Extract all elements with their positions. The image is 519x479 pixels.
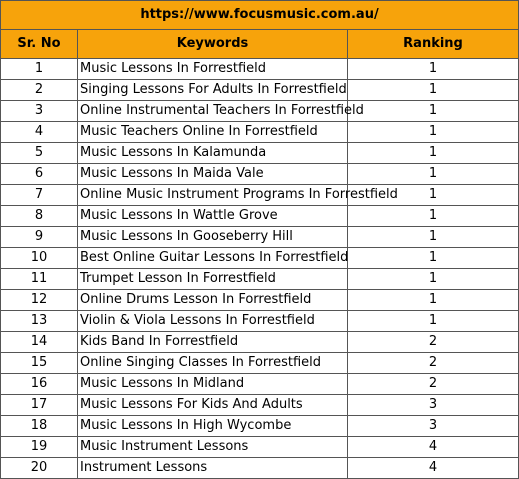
cell-keyword: Online Music Instrument Programs In Forrestfield [78,185,348,206]
table-row [1,185,519,206]
cell-ranking: 1 [348,101,519,122]
table-row [1,395,519,416]
cell-sr-no: 18 [1,416,78,437]
cell-keyword: Music Lessons In Kalamunda [78,143,348,164]
table-row [1,122,519,143]
cell-keyword: Music Lessons In Forrestfield [78,59,348,80]
cell-ranking: 1 [348,311,519,332]
cell-sr-no: 13 [1,311,78,332]
cell-ranking: 3 [348,416,519,437]
header-ranking: Ranking [348,30,519,59]
table-row [1,227,519,248]
table-row [1,437,519,458]
cell-keyword: Music Lessons In Maida Vale [78,164,348,185]
table-row [1,416,519,437]
cell-ranking: 1 [348,143,519,164]
cell-sr-no: 9 [1,227,78,248]
cell-sr-no: 16 [1,374,78,395]
cell-sr-no: 6 [1,164,78,185]
cell-sr-no: 11 [1,269,78,290]
cell-sr-no: 14 [1,332,78,353]
cell-ranking: 4 [348,458,519,479]
cell-ranking: 1 [348,59,519,80]
table-row [1,248,519,269]
cell-keyword: Best Online Guitar Lessons In Forrestfield [78,248,348,269]
cell-sr-no: 20 [1,458,78,479]
cell-keyword: Singing Lessons For Adults In Forrestfield [78,80,348,101]
cell-keyword: Violin & Viola Lessons In Forrestfield [78,311,348,332]
header-sr-no: Sr. No [1,30,78,59]
cell-ranking: 4 [348,437,519,458]
cell-sr-no: 8 [1,206,78,227]
cell-keyword: Online Instrumental Teachers In Forrestfield [78,101,348,122]
header-row [1,30,519,59]
cell-keyword: Trumpet Lesson In Forrestfield [78,269,348,290]
table-row [1,332,519,353]
cell-ranking: 3 [348,395,519,416]
cell-sr-no: 19 [1,437,78,458]
cell-sr-no: 4 [1,122,78,143]
cell-ranking: 1 [348,206,519,227]
cell-ranking: 1 [348,227,519,248]
cell-sr-no: 2 [1,80,78,101]
cell-ranking: 1 [348,80,519,101]
cell-keyword: Music Lessons In Wattle Grove [78,206,348,227]
table-row [1,143,519,164]
cell-sr-no: 1 [1,59,78,80]
table-row [1,374,519,395]
cell-sr-no: 5 [1,143,78,164]
cell-ranking: 1 [348,122,519,143]
cell-ranking: 1 [348,269,519,290]
table-row [1,311,519,332]
header-keywords: Keywords [78,30,348,59]
site-url: https://www.focusmusic.com.au/ [1,1,519,30]
table-row [1,458,519,479]
table-row [1,59,519,80]
cell-keyword: Music Instrument Lessons [78,437,348,458]
cell-ranking: 1 [348,164,519,185]
cell-ranking: 2 [348,374,519,395]
cell-keyword: Music Lessons In Gooseberry Hill [78,227,348,248]
table-row [1,290,519,311]
cell-keyword: Kids Band In Forrestfield [78,332,348,353]
cell-ranking: 2 [348,332,519,353]
table-row [1,101,519,122]
cell-sr-no: 12 [1,290,78,311]
table-row [1,80,519,101]
cell-ranking: 1 [348,290,519,311]
cell-keyword: Music Teachers Online In Forrestfield [78,122,348,143]
cell-keyword: Music Lessons In Midland [78,374,348,395]
table-body [1,59,519,479]
cell-sr-no: 15 [1,353,78,374]
cell-keyword: Music Lessons For Kids And Adults [78,395,348,416]
cell-sr-no: 3 [1,101,78,122]
table-row [1,206,519,227]
table-row [1,353,519,374]
cell-sr-no: 10 [1,248,78,269]
cell-ranking: 2 [348,353,519,374]
cell-keyword: Online Singing Classes In Forrestfield [78,353,348,374]
cell-ranking: 1 [348,185,519,206]
cell-keyword: Music Lessons In High Wycombe [78,416,348,437]
url-row [1,1,519,30]
table-row [1,164,519,185]
cell-ranking: 1 [348,248,519,269]
table-row [1,269,519,290]
cell-sr-no: 17 [1,395,78,416]
cell-keyword: Instrument Lessons [78,458,348,479]
cell-keyword: Online Drums Lesson In Forrestfield [78,290,348,311]
cell-sr-no: 7 [1,185,78,206]
